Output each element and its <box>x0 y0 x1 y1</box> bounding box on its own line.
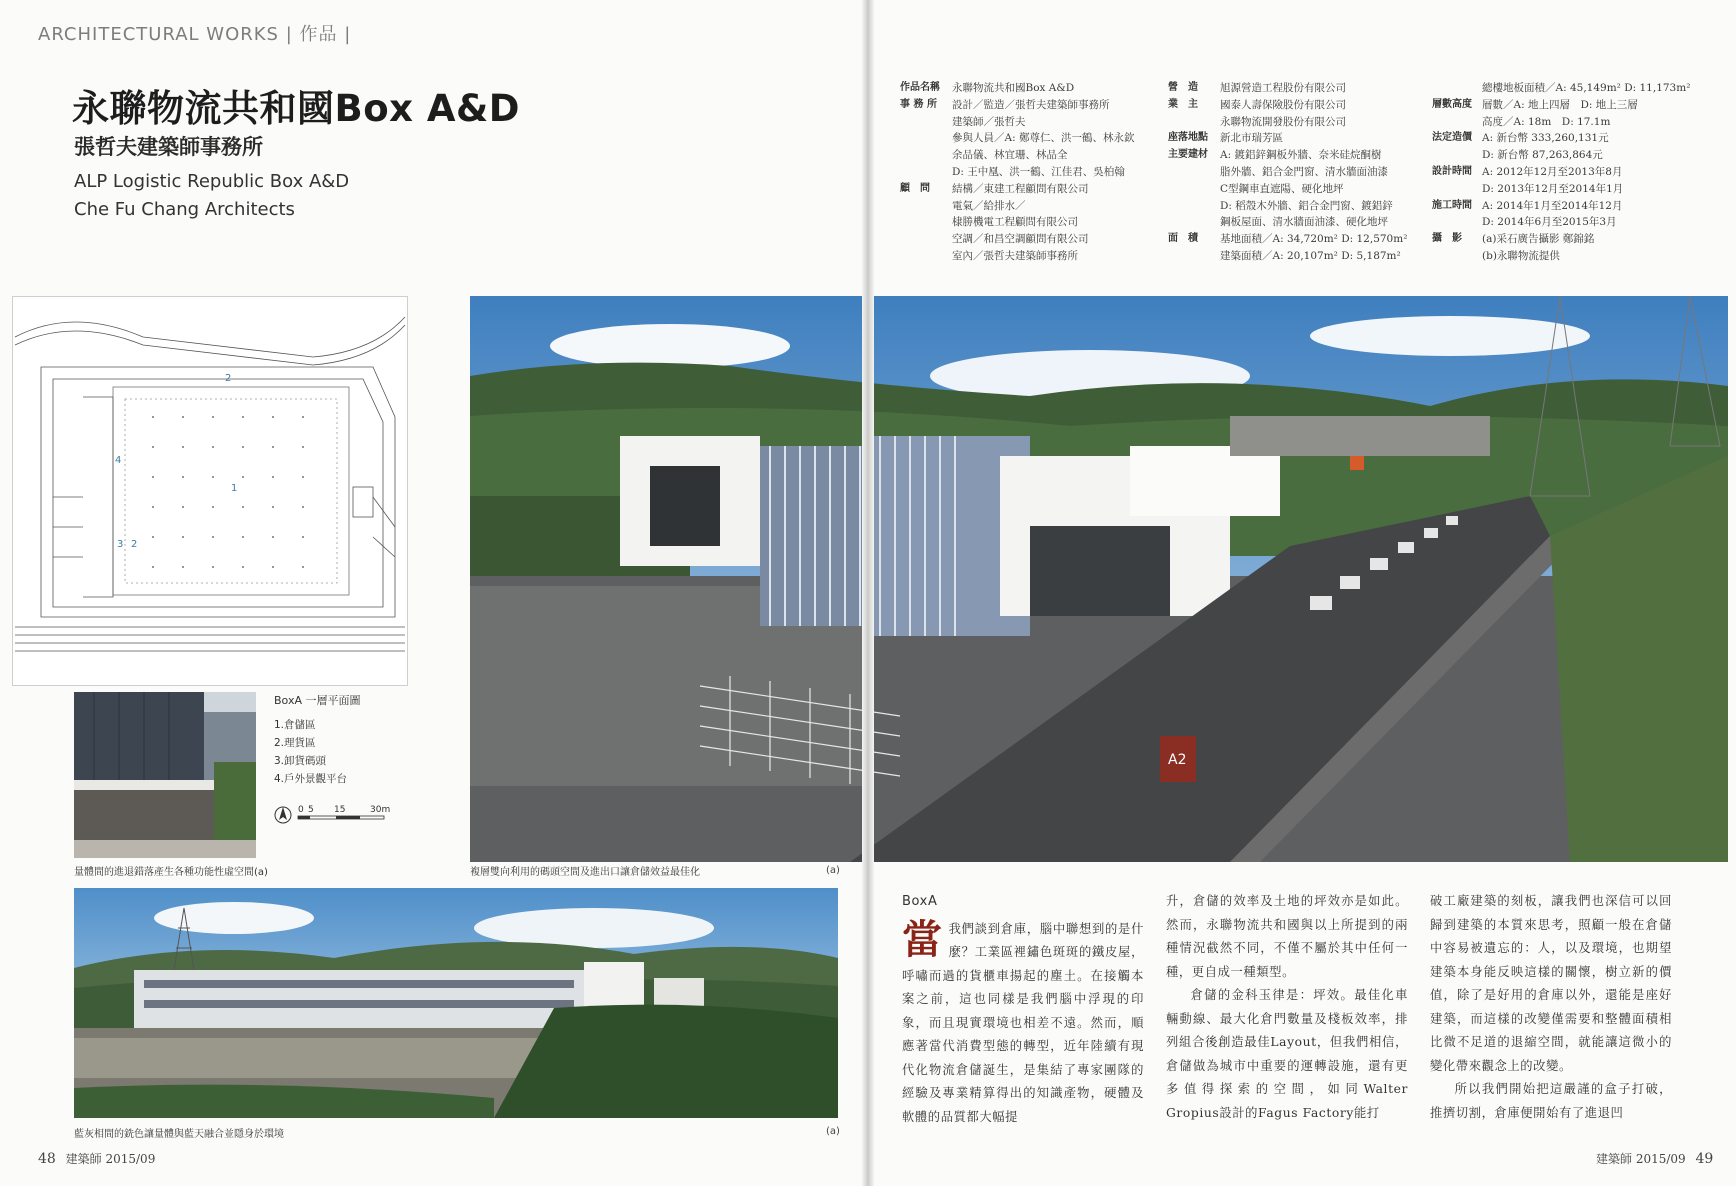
firm-name-zh: 張哲夫建築師事務所 <box>74 135 263 159</box>
body-paragraph: 破工廠建築的刻板，讓我們也深信可以回歸到建築的本質來思考，照顧一般在倉儲中容易被遺忘的：人，以及環境，也期望建築本身能反映這樣的關懷，樹立新的價值，除了是好用的倉庫以外，還能是座好建築，而這樣的改變僅需要和整體面積相比微不足道的退縮空間，就能讓這微小的變化帶來觀念上的改變。 <box>1430 894 1672 1073</box>
credit-key: 設計時間 <box>1432 165 1472 177</box>
credit-key <box>900 198 952 215</box>
title-en <box>74 168 349 224</box>
body-paragraph: 我們談到倉庫，腦中聯想到的是什麼？工業區裡鏽色斑斑的鐵皮屋，呼嘯而過的貨櫃車揚起的塵土。在接觸本案之前，這也同樣是我們腦中浮現的印象，而且現實環境也相差不遠。然而，順應著當代消費型態的轉型，近年陸續有現代化物流倉儲誕生，是集結了專家團隊的經驗及專業精算得出的知識產物，硬體及軟體的品質都大幅提 <box>902 921 1144 1124</box>
page-number: 49 <box>1695 1151 1714 1167</box>
credit-value: 鋼板屋面、清水牆面油漆、硬化地坪 <box>1220 216 1388 229</box>
right-folio <box>1596 1150 1713 1167</box>
credit-value: A: 新台幣 333,260,131元 <box>1482 132 1609 145</box>
credit-key <box>1432 181 1482 198</box>
credit-value: 電氣／給排水／ <box>952 199 1026 212</box>
credit-value: 建築面積／A: 20,107m² D: 5,187m² <box>1220 249 1401 262</box>
credit-key: 施工時間 <box>1432 199 1472 211</box>
plan-marker: 3 <box>117 539 124 550</box>
credit-value: 層數／A: 地上四層 D: 地上三層 <box>1482 98 1638 111</box>
plan-marker: 1 <box>231 483 238 494</box>
credits-column-3 <box>1432 80 1690 265</box>
credit-value: D: 稻殼木外牆、鋁合金門窗、鍍鋁鋅 <box>1220 199 1393 212</box>
floor-plan-drawing <box>12 296 408 686</box>
credit-value: 高度／A: 18m D: 17.1m <box>1482 115 1611 128</box>
scale-label: 5 <box>308 805 314 815</box>
credit-key <box>1168 181 1220 198</box>
page-number: 48 <box>38 1151 56 1167</box>
project-title-zh: 永聯物流共和國Box A&D <box>72 87 520 130</box>
main-aerial-photo <box>470 296 1728 862</box>
credit-value: 空調／和昌空調顧問有限公司 <box>952 233 1089 246</box>
credit-key <box>900 130 952 147</box>
credit-value: 永聯物流共和國Box A&D <box>952 82 1075 94</box>
credit-value: 脂外牆、鋁合金門窗、清水牆面油漆 <box>1220 165 1388 178</box>
plan-marker: 2 <box>131 539 138 550</box>
facade-detail-photo <box>74 692 256 858</box>
credit-value: 設計／監造／張哲夫建築師事務所 <box>952 98 1110 111</box>
credit-value: 國泰人壽保險股份有限公司 <box>1220 98 1346 111</box>
scale-label: 15 <box>334 805 346 815</box>
credit-key <box>900 147 952 164</box>
credit-value: D: 王中凰、洪一鶴、江佳君、吳柏翰 <box>952 165 1125 178</box>
body-paragraph: 所以我們開始把這嚴謹的盒子打破，推擠切割，倉庫便開始有了進退凹 <box>1430 1082 1672 1120</box>
credit-key <box>900 214 952 231</box>
credit-key: 攝 影 <box>1432 233 1462 245</box>
plan-marker: 2 <box>225 373 232 384</box>
credit-value: 建築師／張哲夫 <box>952 115 1026 128</box>
credit-key <box>1168 114 1220 131</box>
credit-key: 顧 問 <box>900 182 930 194</box>
credits-column-2 <box>1168 80 1407 265</box>
credit-key: 面 積 <box>1168 233 1198 245</box>
credit-key: 事 務 所 <box>900 98 937 110</box>
credit-value: (b)永聯物流提供 <box>1482 249 1560 262</box>
credit-key: 業 主 <box>1168 98 1198 110</box>
credit-key <box>900 164 952 181</box>
credit-key <box>900 248 952 265</box>
credit-value: 總樓地板面積／A: 45,149m² D: 11,173m² <box>1482 82 1691 94</box>
credit-value: D: 2014年6月至2015年3月 <box>1482 216 1617 229</box>
plan-legend-item: 4.戶外景觀平台 <box>274 773 348 785</box>
credit-value: 室內／張哲夫建築師事務所 <box>952 249 1078 262</box>
body-column-1 <box>902 890 1144 1129</box>
plan-legend-item: 1.倉儲區 <box>274 719 316 731</box>
credit-value: 新北市瑞芳區 <box>1220 132 1283 145</box>
credit-value: D: 2013年12月至2014年1月 <box>1482 182 1624 195</box>
scale-label: 0 <box>298 805 304 815</box>
credit-key: 營 造 <box>1168 82 1198 93</box>
credit-key <box>1432 114 1482 131</box>
main-photo-caption: 複層雙向利用的碼頭空間及進出口讓倉儲效益最佳化 <box>470 867 700 878</box>
credit-value: D: 新台幣 87,263,864元 <box>1482 149 1603 162</box>
project-title-en: ALP Logistic Republic Box A&D <box>74 171 350 192</box>
credit-value: (a)采石廣告攝影 鄭錦銘 <box>1482 233 1595 246</box>
credit-value: 余品儀、林宜珊、林品全 <box>952 149 1068 162</box>
credit-value: 旭源營造工程股份有限公司 <box>1220 82 1346 94</box>
credit-key <box>1168 248 1220 265</box>
credit-value: C型鋼車直遮陽、硬化地坪 <box>1220 182 1344 195</box>
credit-key <box>1432 248 1482 265</box>
panorama-credit: (a) <box>826 1126 840 1137</box>
firm-name-en: Che Fu Chang Architects <box>74 199 295 220</box>
main-photo-credit: (a) <box>826 865 840 876</box>
credit-value: 結構／東建工程顧問有限公司 <box>952 182 1089 195</box>
credit-value: A: 2012年12月至2013年8月 <box>1482 165 1623 178</box>
magazine-issue: 建築師 2015/09 <box>65 1152 156 1166</box>
drop-cap: 當 <box>902 915 943 963</box>
left-folio <box>38 1150 155 1167</box>
credit-key <box>900 114 952 131</box>
credit-key <box>1432 214 1482 231</box>
credit-key <box>1432 80 1482 97</box>
credit-value: 棣勝機電工程顧問有限公司 <box>952 216 1078 229</box>
body-column-2 <box>1166 890 1408 1125</box>
credit-value: 永聯物流開發股份有限公司 <box>1220 115 1346 128</box>
credit-value: 參與人員／A: 鄭尊仁、洪一鶴、林永欽 <box>952 132 1135 145</box>
credit-key <box>1168 214 1220 231</box>
credit-value: 基地面積／A: 34,720m² D: 12,570m² <box>1220 233 1408 246</box>
credit-key: 法定造價 <box>1432 132 1472 144</box>
credit-key: 主要建材 <box>1168 149 1208 161</box>
scale-bar <box>274 802 404 828</box>
credit-value: A: 2014年1月至2014年12月 <box>1482 199 1623 212</box>
panorama-photo <box>74 888 838 1118</box>
body-column-3 <box>1430 890 1672 1125</box>
plan-caption <box>274 692 414 788</box>
credit-key: 層數高度 <box>1432 98 1472 110</box>
credit-key <box>900 231 952 248</box>
small-photo-caption: 量體間的進退錯落產生各種功能性虛空間(a) <box>74 867 268 878</box>
credit-value: A: 鍍鋁鋅鋼板外牆、奈米硅烷酮樹 <box>1220 149 1382 162</box>
scale-label: 30m <box>370 805 391 815</box>
plan-legend-item: 2.理貨區 <box>274 737 316 749</box>
magazine-issue: 建築師 2015/09 <box>1596 1152 1686 1166</box>
section-heading: BoxA <box>902 894 938 909</box>
plan-marker: 4 <box>115 455 122 466</box>
credit-key: 座落地點 <box>1168 132 1208 144</box>
credit-key <box>1432 147 1482 164</box>
building-sign: A2 <box>1168 752 1187 768</box>
plan-title: BoxA 一層平面圖 <box>274 694 361 707</box>
credits-column-1 <box>900 80 1134 265</box>
body-paragraph: 升，倉儲的效率及土地的坪效亦是如此。然而，永聯物流共和國與以上所提到的兩種情況截然不同，不僅不屬於其中任何一種，更自成一種類型。 <box>1166 894 1408 979</box>
spread-gutter <box>862 0 874 1186</box>
section-label: ARCHITECTURAL WORKS | 作品 | <box>38 24 352 45</box>
body-paragraph: 倉儲的金科玉律是：坪效。最佳化車輛動線、最大化倉門數量及棧板效率，排列組合後創造最佳Layout，但我們相信，倉儲做為城市中重要的運轉設施，還有更多值得探索的空間，如同Walter Gropius設計的Fagus Factory能打 <box>1166 988 1408 1120</box>
plan-legend-item: 3.卸貨碼頭 <box>274 755 327 767</box>
credit-key <box>1168 164 1220 181</box>
credit-key <box>1168 198 1220 215</box>
credit-key: 作品名稱 <box>900 82 940 93</box>
panorama-caption: 藍灰相間的銑色讓量體與藍天融合並隱身於環境 <box>74 1129 284 1140</box>
